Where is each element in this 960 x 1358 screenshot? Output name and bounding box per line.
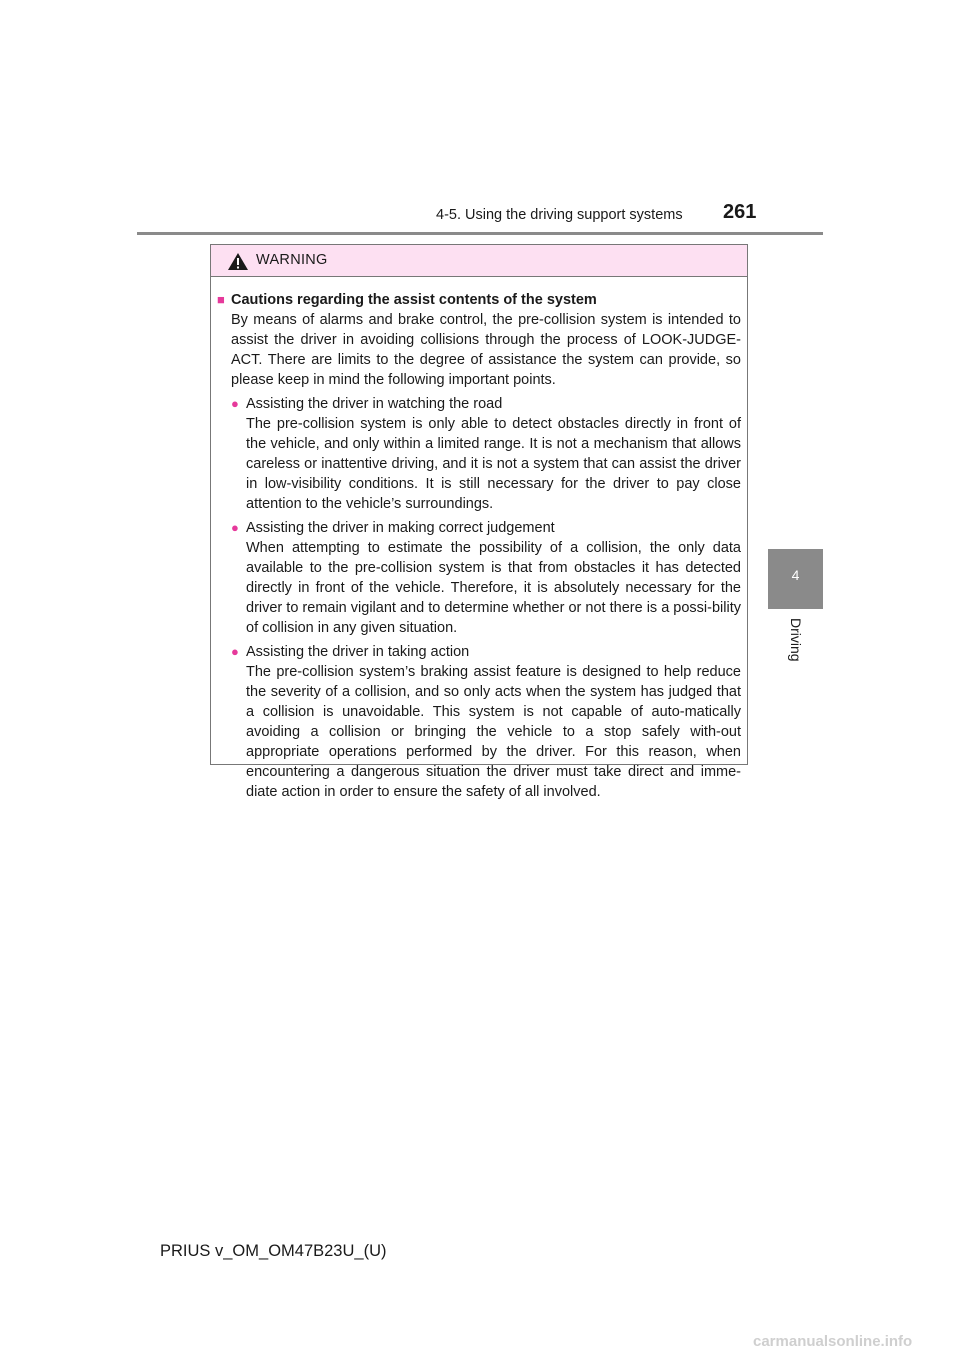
circle-bullet-icon: ● — [231, 520, 239, 535]
warning-title: WARNING — [256, 252, 328, 268]
warning-body — [211, 277, 747, 802]
warning-heading — [217, 290, 741, 310]
list-item — [231, 394, 741, 514]
list-item-title: Assisting the driver in taking action — [246, 644, 470, 660]
manual-code: PRIUS v_OM_OM47B23U_(U) — [160, 1242, 387, 1260]
list-item-text: The pre-collision system is only able to detect obstacles directly in front of the vehicle, and only within a limited range. It is not a mechanism that allows careless or inattentive driving, and it is not a system that can assist the driver in low-visibility conditions. It is still necessary for the driver to pay close attention to the vehicle’s surroundings. — [246, 416, 741, 512]
warning-heading-text: Cautions regarding the assist contents of the system — [231, 292, 597, 308]
warning-box — [210, 244, 748, 800]
list-item — [231, 642, 741, 802]
chapter-tab-number: 4 — [791, 567, 800, 583]
square-bullet-icon: ■ — [217, 292, 225, 307]
chapter-tab[interactable] — [768, 549, 823, 609]
list-item-text: When attempting to estimate the possibility of a collision, the only data available to the pre-collision system is that from obstacles it has detected directly in front of the vehicle. Therefore, it is absolutely necessary for the driver to remain vigilant and to determine whether or not there is a possi-bility of collision in any given situation. — [246, 540, 741, 636]
chapter-tab-label: Driving — [788, 618, 804, 662]
section-title: 4-5. Using the driving support systems — [436, 207, 683, 223]
circle-bullet-icon: ● — [231, 396, 239, 411]
page-number: 261 — [723, 201, 757, 223]
warning-triangle-icon — [227, 252, 249, 271]
list-item-title: Assisting the driver in watching the road — [246, 396, 503, 412]
circle-bullet-icon: ● — [231, 644, 239, 659]
list-item — [231, 518, 741, 638]
watermark: carmanualsonline.info — [753, 1333, 913, 1350]
warning-intro: By means of alarms and brake control, the pre-collision system is intended to assist the driver in avoiding collisions through the process of LOOK-JUDGE-ACT. There are limits to the degree of assistance the system can provide, so please keep in mind the following important points. — [231, 312, 741, 388]
list-item-title: Assisting the driver in making correct judgement — [246, 520, 555, 536]
header-divider — [137, 232, 823, 235]
list-item-text: The pre-collision system’s braking assist feature is designed to help reduce the severity of a collision, and so only acts when the system has judged that a collision is unavoidable. This system is not capable of auto-matically avoiding a collision or bringing the vehicle to a stop safely with-out appropriate operations performed by the driver. For this reason, when encountering a dangerous situation the driver must take direct and imme-diate action in order to ensure the safety of all involved. — [246, 664, 741, 800]
warning-header — [211, 245, 747, 277]
